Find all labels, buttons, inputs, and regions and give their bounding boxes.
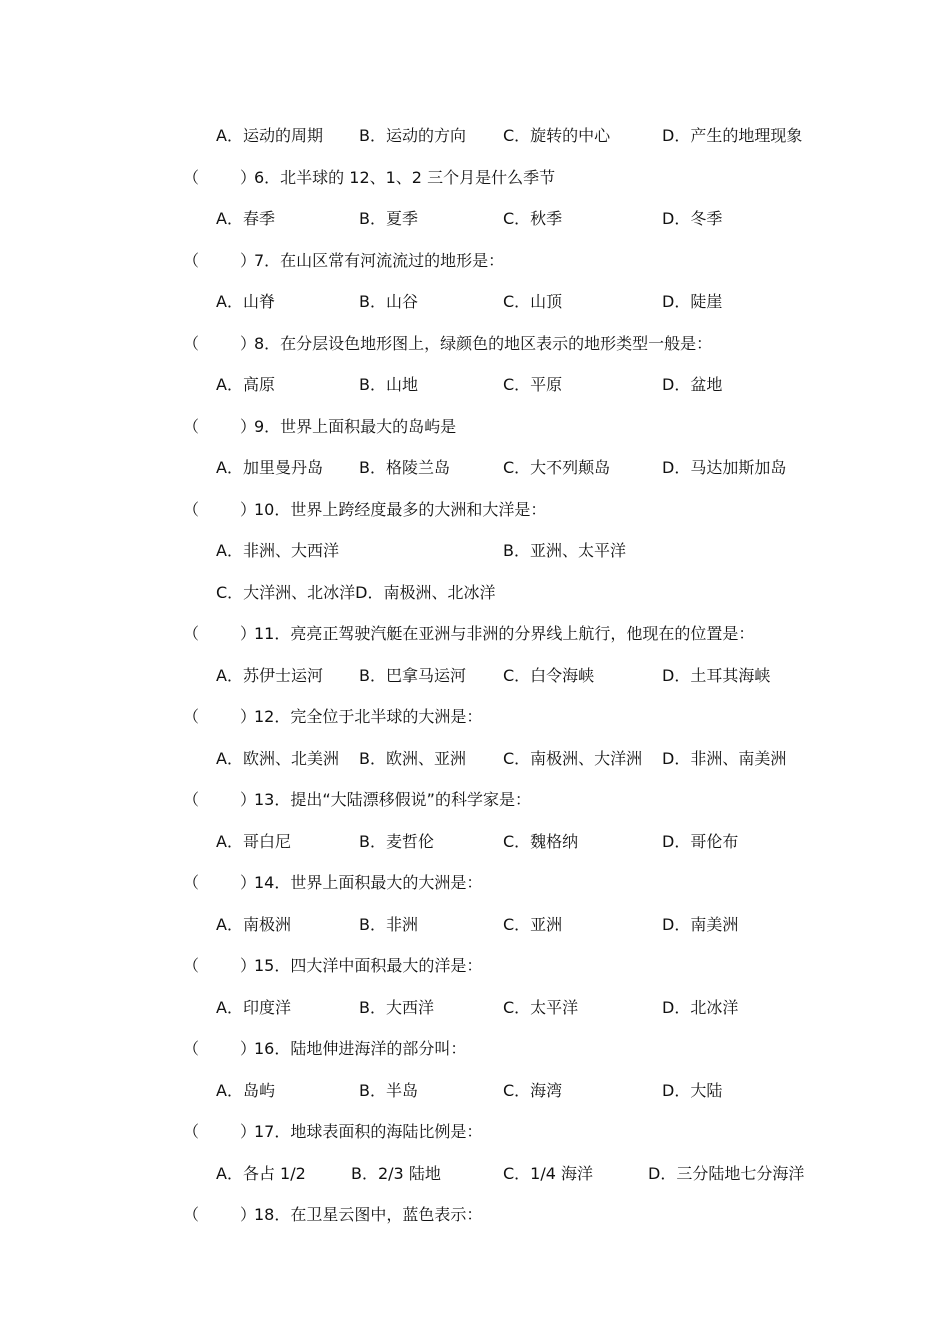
question-text: 13．提出“大陆漂移假说”的科学家是：	[254, 790, 531, 809]
option-c: C．平原	[503, 375, 563, 394]
option-d: D．哥伦布	[662, 832, 739, 851]
question-16	[0, 1037, 950, 1061]
option-c: C．亚洲	[503, 915, 563, 934]
question-10	[0, 498, 950, 522]
question-text: 18．在卫星云图中，蓝色表示：	[254, 1205, 483, 1224]
answer-paren-open: （	[183, 624, 200, 643]
option-a: A．南极洲	[216, 915, 291, 934]
answer-paren-open: （	[183, 500, 200, 519]
option-b: B．山地	[359, 375, 418, 394]
option-c: C．海湾	[503, 1081, 563, 1100]
option-b: B．2/3 陆地	[351, 1164, 441, 1183]
option-c: C．太平洋	[503, 998, 579, 1017]
option-a: A．加里曼丹岛	[216, 458, 323, 477]
option-b: B．格陵兰岛	[359, 458, 450, 477]
question-12	[0, 705, 950, 729]
question-11	[0, 622, 950, 646]
option-d: D．冬季	[662, 209, 723, 228]
question-text: 16．陆地伸进海洋的部分叫：	[254, 1039, 467, 1058]
option-row	[0, 207, 950, 231]
option-b: B．山谷	[359, 292, 418, 311]
answer-paren-open: （	[183, 1205, 200, 1224]
option-c: C．1/4 海洋	[503, 1164, 594, 1183]
answer-paren-open: （	[183, 873, 200, 892]
option-row	[0, 1162, 950, 1186]
option-row	[0, 913, 950, 937]
question-15	[0, 954, 950, 978]
question-9	[0, 415, 950, 439]
answer-paren-open: （	[183, 168, 200, 187]
option-row	[0, 456, 950, 480]
option-row	[0, 664, 950, 688]
option-b: B．亚洲、太平洋	[503, 541, 626, 560]
option-a: A．山脊	[216, 292, 275, 311]
option-d: D．盆地	[662, 375, 723, 394]
answer-paren-close: ）	[240, 1122, 257, 1141]
answer-paren-close: ）	[240, 334, 257, 353]
answer-paren-close: ）	[240, 624, 257, 643]
option-d: D．土耳其海峡	[662, 666, 771, 685]
question-text: 8．在分层设色地形图上，绿颜色的地区表示的地形类型一般是：	[254, 334, 713, 353]
option-a: A．运动的周期	[216, 126, 323, 145]
option-a: A．岛屿	[216, 1081, 275, 1100]
option-c: C．白令海峡	[503, 666, 595, 685]
option-b: B．欧洲、亚洲	[359, 749, 466, 768]
option-c: C．大不列颠岛	[503, 458, 611, 477]
option-row	[0, 747, 950, 771]
question-text: 7．在山区常有河流流过的地形是：	[254, 251, 505, 270]
answer-paren-open: （	[183, 956, 200, 975]
answer-paren-close: ）	[240, 790, 257, 809]
option-b: B．巴拿马运河	[359, 666, 466, 685]
answer-paren-close: ）	[240, 500, 257, 519]
option-c: C．南极洲、大洋洲	[503, 749, 643, 768]
option-d: D．马达加斯加岛	[662, 458, 787, 477]
option-row	[0, 290, 950, 314]
option-row	[0, 539, 950, 563]
option-a: A．苏伊士运河	[216, 666, 323, 685]
answer-paren-close: ）	[240, 251, 257, 270]
answer-paren-open: （	[183, 334, 200, 353]
option-a: A．高原	[216, 375, 275, 394]
question-18	[0, 1203, 950, 1227]
option-a: A．春季	[216, 209, 275, 228]
option-a: A．非洲、大西洋	[216, 541, 339, 560]
option-d: D．产生的地理现象	[662, 126, 803, 145]
option-c: C．魏格纳	[503, 832, 579, 851]
question-text: 14．世界上面积最大的大洲是：	[254, 873, 483, 892]
question-13	[0, 788, 950, 812]
option-c-d: C．大洋洲、北冰洋D．南极洲、北冰洋	[216, 583, 496, 602]
option-b: B．夏季	[359, 209, 418, 228]
answer-paren-open: （	[183, 1039, 200, 1058]
option-row	[0, 830, 950, 854]
option-c: C．山顶	[503, 292, 563, 311]
option-c: C．旋转的中心	[503, 126, 611, 145]
option-row	[0, 124, 950, 148]
option-c: C．秋季	[503, 209, 563, 228]
question-text: 6．北半球的 12、1、2 三个月是什么季节	[254, 168, 556, 187]
answer-paren-close: ）	[240, 1205, 257, 1224]
answer-paren-open: （	[183, 707, 200, 726]
option-d: D．南美洲	[662, 915, 739, 934]
question-14	[0, 871, 950, 895]
option-b: B．大西洋	[359, 998, 434, 1017]
option-row	[0, 581, 950, 605]
question-17	[0, 1120, 950, 1144]
question-text: 9．世界上面积最大的岛屿是	[254, 417, 457, 436]
answer-paren-close: ）	[240, 873, 257, 892]
option-d: D．大陆	[662, 1081, 723, 1100]
option-b: B．麦哲伦	[359, 832, 434, 851]
option-d: D．非洲、南美洲	[662, 749, 787, 768]
option-d: D．陡崖	[662, 292, 723, 311]
question-7	[0, 249, 950, 273]
answer-paren-close: ）	[240, 417, 257, 436]
answer-paren-close: ）	[240, 707, 257, 726]
option-d: D．三分陆地七分海洋	[648, 1164, 805, 1183]
option-d: D．北冰洋	[662, 998, 739, 1017]
question-text: 10．世界上跨经度最多的大洲和大洋是：	[254, 500, 547, 519]
option-b: B．半岛	[359, 1081, 418, 1100]
answer-paren-open: （	[183, 251, 200, 270]
option-row	[0, 373, 950, 397]
answer-paren-open: （	[183, 417, 200, 436]
question-text: 17．地球表面积的海陆比例是：	[254, 1122, 483, 1141]
option-a: A．哥白尼	[216, 832, 291, 851]
answer-paren-close: ）	[240, 1039, 257, 1058]
option-a: A．印度洋	[216, 998, 291, 1017]
question-text: 15．四大洋中面积最大的洋是：	[254, 956, 483, 975]
answer-paren-close: ）	[240, 956, 257, 975]
question-text: 11．亮亮正驾驶汽艇在亚洲与非洲的分界线上航行，他现在的位置是：	[254, 624, 755, 643]
answer-paren-close: ）	[240, 168, 257, 187]
option-b: B．非洲	[359, 915, 418, 934]
option-a: A．各占 1/2	[216, 1164, 306, 1183]
option-b: B．运动的方向	[359, 126, 466, 145]
question-8	[0, 332, 950, 356]
option-row	[0, 1079, 950, 1103]
question-6	[0, 166, 950, 190]
answer-paren-open: （	[183, 1122, 200, 1141]
question-text: 12．完全位于北半球的大洲是：	[254, 707, 483, 726]
option-a: A．欧洲、北美洲	[216, 749, 339, 768]
answer-paren-open: （	[183, 790, 200, 809]
option-row	[0, 996, 950, 1020]
